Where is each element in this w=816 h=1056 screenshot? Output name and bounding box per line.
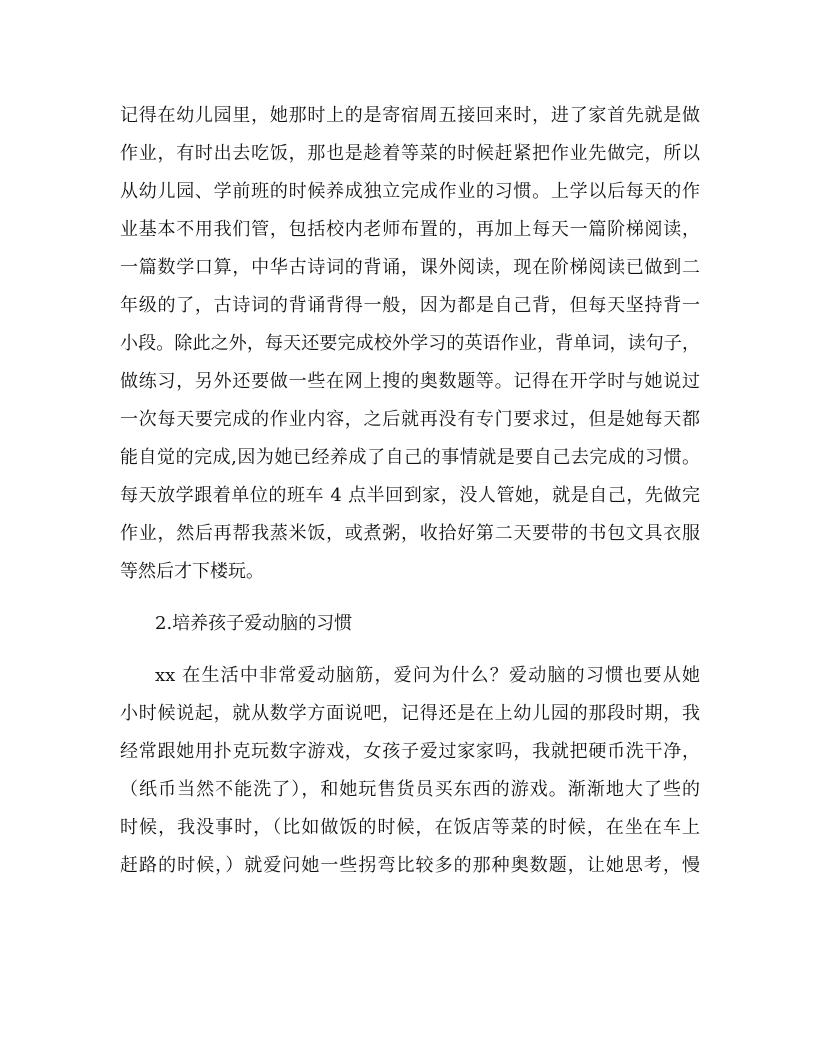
paragraph-line: 从幼儿园、学前班的时候养成独立完成作业的习惯。上学以后每天的作	[120, 181, 700, 202]
paragraph-line: 记得在幼儿园里，她那时上的是寄宿周五接回来时，进了家首先就是做	[120, 105, 700, 126]
paragraph-line: 一次每天要完成的作业内容，之后就再没有专门要求过，但是她每天都	[120, 409, 700, 430]
paragraph-line: 业基本不用我们管，包括校内老师布置的，再加上每天一篇阶梯阅读，	[120, 219, 700, 240]
section-heading: 2.培养孩子爱动脑的习惯	[155, 613, 353, 634]
paragraph-line: 小段。除此之外，每天还要完成校外学习的英语作业，背单词，读句子，	[120, 333, 700, 354]
paragraph-line: 能自觉的完成,因为她已经养成了自己的事情就是要自己去完成的习惯。	[120, 447, 700, 468]
paragraph-line: 年级的了，古诗词的背诵背得一般，因为都是自己背，但每天坚持背一	[120, 295, 700, 316]
paragraph-line: xx 在生活中非常爱动脑筋，爱问为什么？爱动脑的习惯也要从她	[155, 665, 700, 686]
paragraph-line: 时候，我没事时，（比如做饭的时候，在饭店等菜的时候，在坐在车上	[120, 817, 700, 838]
paragraph-line: 小时候说起，就从数学方面说吧，记得还是在上幼儿园的那段时期，我	[120, 703, 700, 724]
paragraph-line: 赶路的时候，）就爱问她一些拐弯比较多的那种奥数题，让她思考，慢	[120, 855, 700, 876]
paragraph-line: 一篇数学口算，中华古诗词的背诵，课外阅读，现在阶梯阅读已做到二	[120, 257, 700, 278]
paragraph-line: 作业，然后再帮我蒸米饭，或煮粥，收拾好第二天要带的书包文具衣服	[120, 523, 700, 544]
paragraph-line: 每天放学跟着单位的班车 4 点半回到家，没人管她，就是自己，先做完	[120, 485, 700, 506]
paragraph-line: 作业，有时出去吃饭，那也是趁着等菜的时候赶紧把作业先做完，所以	[120, 143, 700, 164]
paragraph-line: 经常跟她用扑克玩数字游戏，女孩子爱过家家吗，我就把硬币洗干净，	[120, 741, 700, 762]
paragraph-line: （纸币当然不能洗了），和她玩售货员买东西的游戏。渐渐地大了些的	[120, 779, 700, 800]
paragraph-line: 等然后才下楼玩。	[120, 561, 264, 582]
paragraph-line: 做练习，另外还要做一些在网上搜的奥数题等。记得在开学时与她说过	[120, 371, 700, 392]
